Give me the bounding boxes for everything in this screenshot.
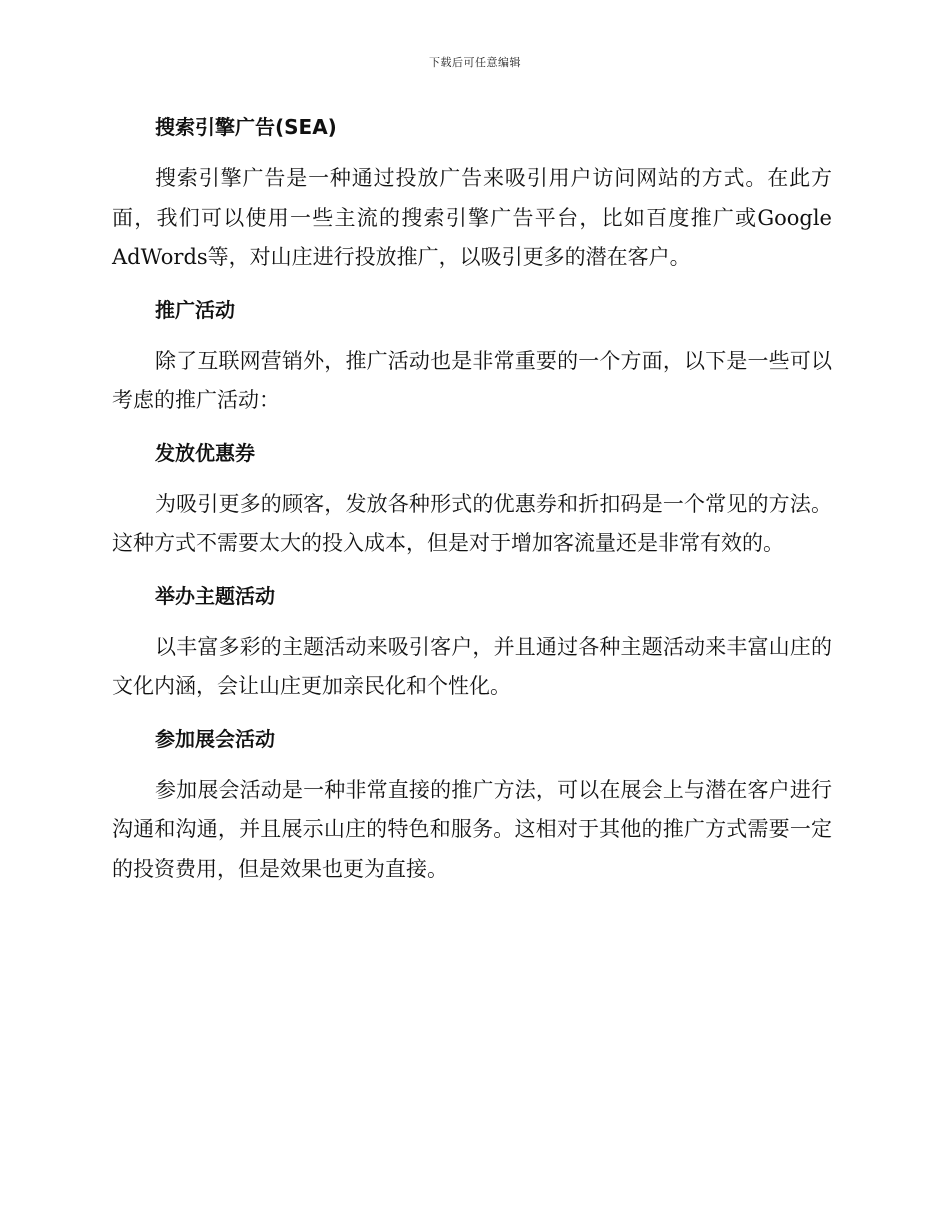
document-body [112,110,832,904]
section-heading-coupons: 发放优惠券 [155,440,255,465]
section-heading-promotion: 推广活动 [155,297,235,322]
section-heading-exhibitions: 参加展会活动 [155,726,275,751]
section-paragraph-coupons: 为吸引更多的顾客，发放各种形式的优惠券和折扣码是一个常见的方法。这种方式不需要太大的投入成本，但是对于增加客流量还是非常有效的。 [112,491,832,555]
section-heading-sea: 搜索引擎广告(SEA) [155,115,337,139]
section-paragraph-theme-events: 以丰富多彩的主题活动来吸引客户，并且通过各种主题活动来丰富山庄的文化内涵，会让山庄更加亲民化和个性化。 [112,634,832,698]
section-paragraph-promotion: 除了互联网营销外，推广活动也是非常重要的一个方面，以下是一些可以考虑的推广活动： [112,348,832,412]
section-paragraph-exhibitions: 参加展会活动是一种非常直接的推广方法，可以在展会上与潜在客户进行沟通和沟通，并且展示山庄的特色和服务。这相对于其他的推广方式需要一定的投资费用，但是效果也更为直接。 [112,777,832,881]
section-paragraph-sea: 搜索引擎广告是一种通过投放广告来吸引用户访问网站的方式。在此方面，我们可以使用一些主流的搜索引擎广告平台，比如百度推广或Google AdWords等，对山庄进行投放推广，以吸引更多的潜在客户。 [112,166,832,269]
section-heading-theme-events: 举办主题活动 [155,583,275,608]
page-header: 下载后可任意编辑 [429,56,521,69]
